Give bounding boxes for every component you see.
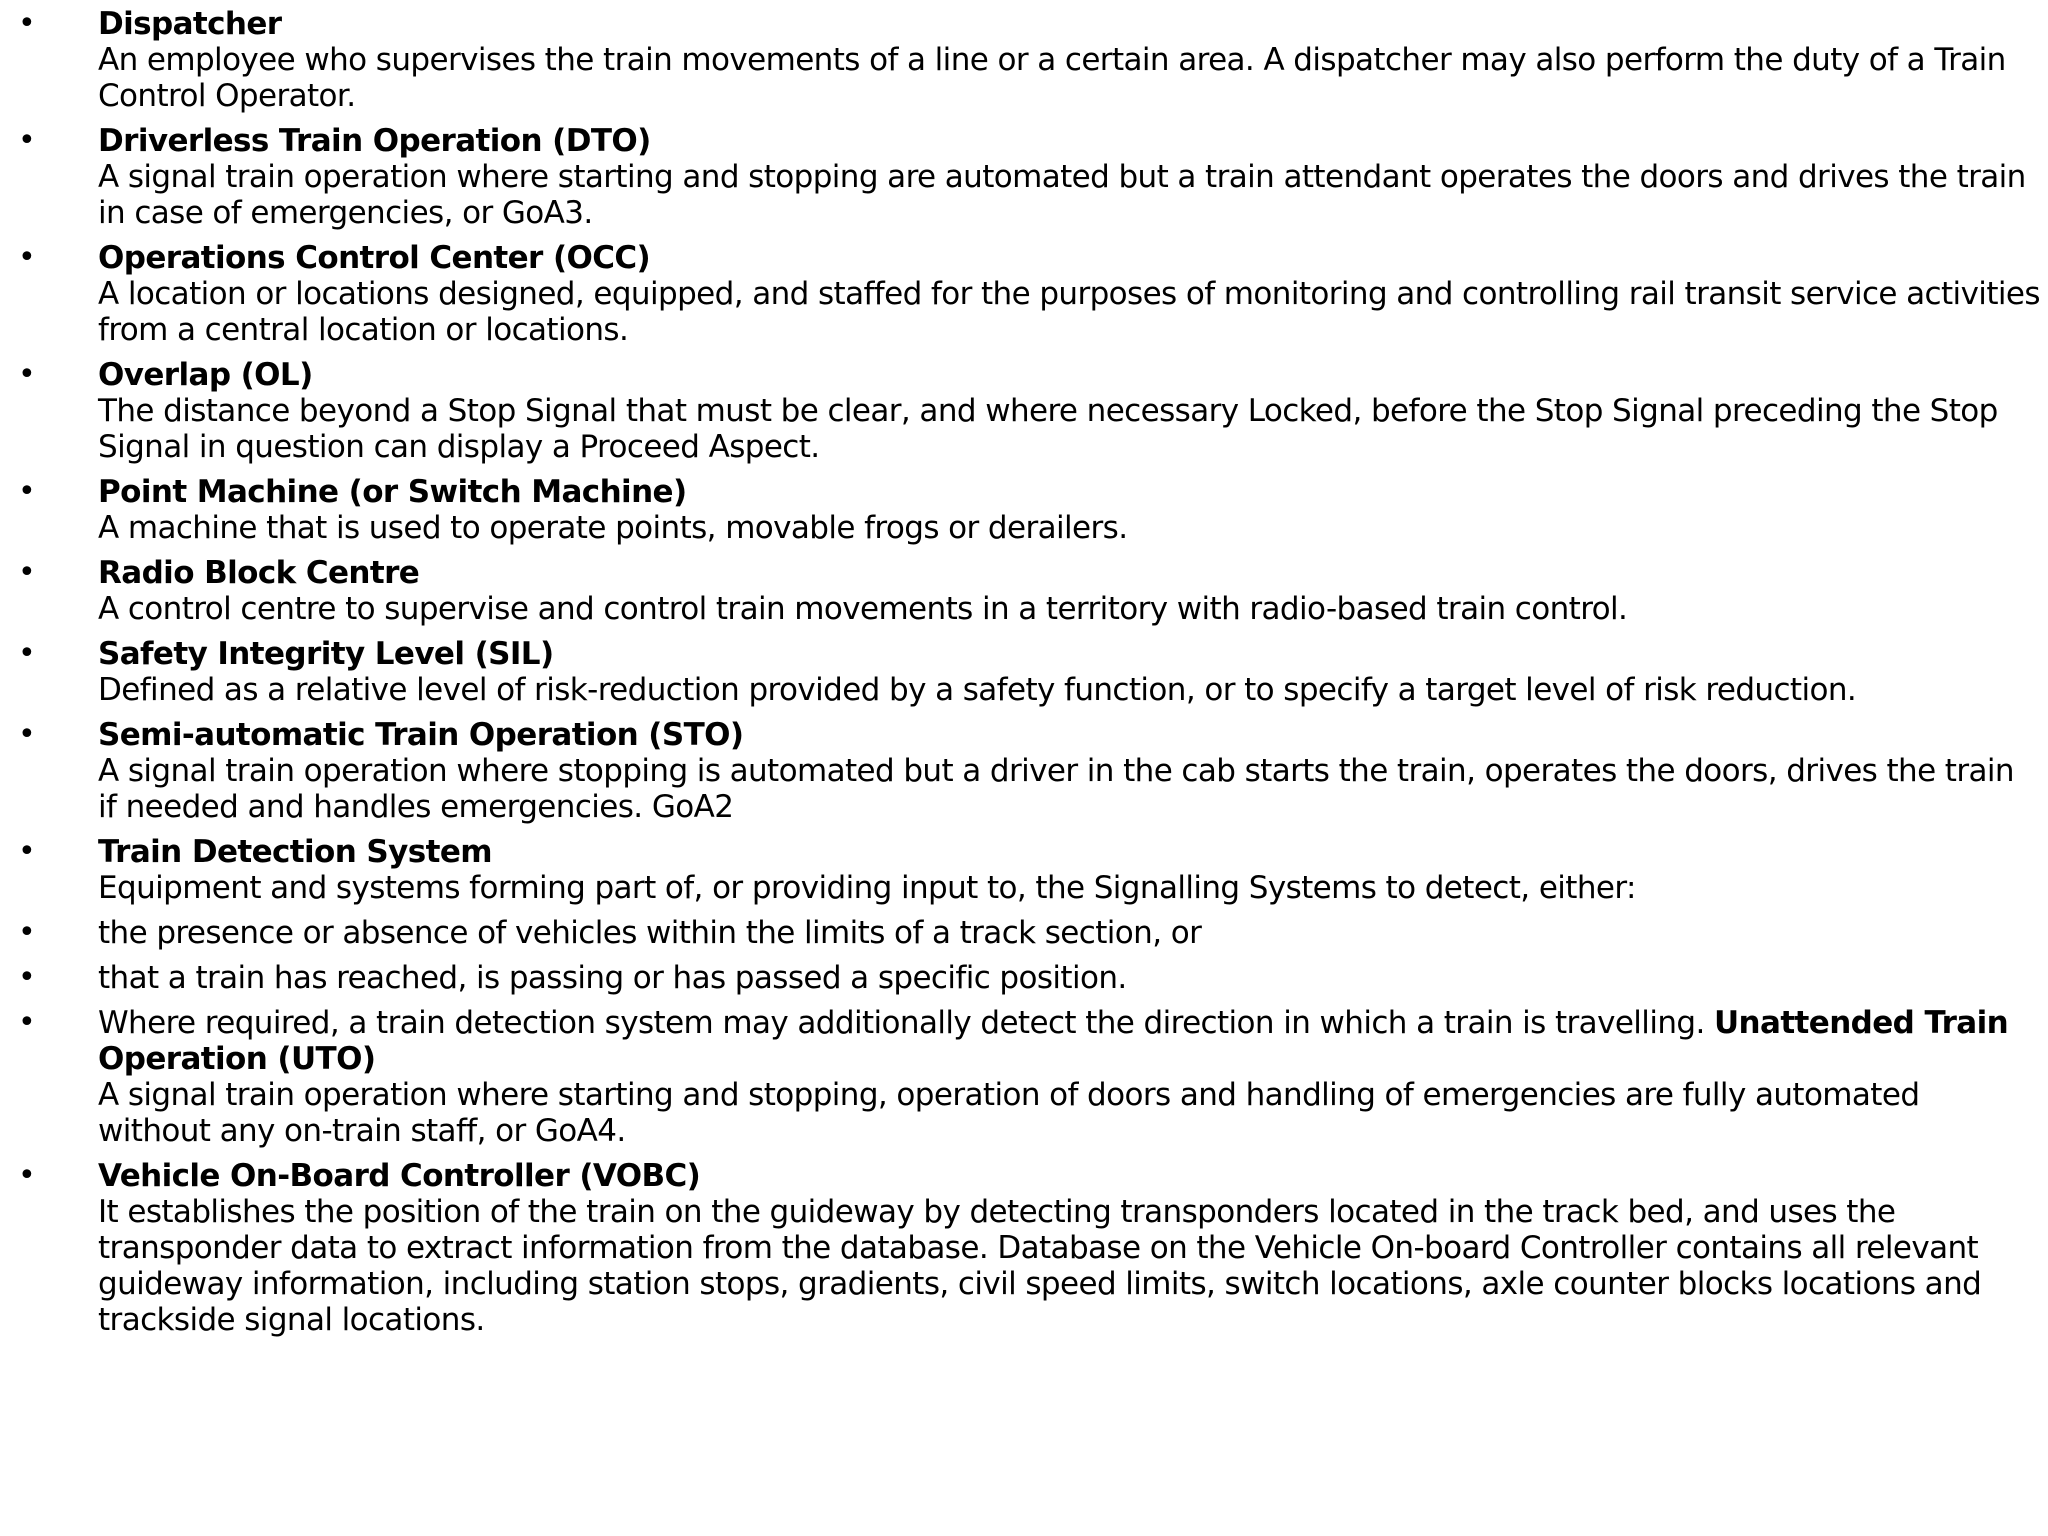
glossary-definition: A signal train operation where starting and stopping, operation of doors and handling of emergencies are fully automated without any on-train staff, or GoA4. [98, 1077, 1920, 1149]
glossary-term: Train Detection System [98, 834, 492, 870]
bullet-icon: • [18, 915, 36, 950]
glossary-sub-item [0, 915, 2048, 951]
glossary-term: Driverless Train Operation (DTO) [98, 123, 651, 159]
bullet-icon: • [18, 1005, 36, 1040]
glossary-entry-sil [0, 636, 2048, 708]
glossary-term: Overlap (OL) [98, 357, 313, 393]
glossary-list [0, 6, 2048, 1347]
glossary-definition: A machine that is used to operate points, movable frogs or derailers. [98, 510, 1128, 546]
bullet-icon: • [18, 357, 36, 392]
sub-item-text: that a train has reached, is passing or has passed a specific position. [98, 960, 1127, 996]
bullet-icon: • [18, 474, 36, 509]
glossary-term: Point Machine (or Switch Machine) [98, 474, 687, 510]
glossary-entry-occ [0, 240, 2048, 348]
glossary-entry-radio-block-centre [0, 555, 2048, 627]
bullet-icon: • [18, 717, 36, 752]
bullet-icon: • [18, 6, 36, 41]
bullet-icon: • [18, 240, 36, 275]
bullet-icon: • [18, 834, 36, 869]
bullet-icon: • [18, 1158, 36, 1193]
glossary-definition: A signal train operation where starting and stopping are automated but a train attendant operates the doors and drives the train in case of emergencies, or GoA3. [98, 159, 2026, 231]
bullet-icon: • [18, 636, 36, 671]
glossary-term: Vehicle On-Board Controller (VOBC) [98, 1158, 701, 1194]
glossary-term: Semi-automatic Train Operation (STO) [98, 717, 744, 753]
glossary-entry-dispatcher [0, 6, 2048, 114]
glossary-definition: An employee who supervises the train movements of a line or a certain area. A dispatcher may also perform the duty of a Train Control Operator. [98, 42, 2006, 114]
glossary-sub-item [0, 960, 2048, 996]
glossary-entry-point-machine [0, 474, 2048, 546]
glossary-entry-train-detection-system [0, 834, 2048, 906]
glossary-entry-uto [0, 1005, 2048, 1149]
glossary-definition: Defined as a relative level of risk-reduction provided by a safety function, or to specify a target level of risk reduction. [98, 672, 1857, 708]
glossary-term: Safety Integrity Level (SIL) [98, 636, 554, 672]
bullet-icon: • [18, 960, 36, 995]
glossary-term: Operations Control Center (OCC) [98, 240, 651, 276]
glossary-term: Radio Block Centre [98, 555, 420, 591]
sub-item-text: the presence or absence of vehicles within the limits of a track section, or [98, 915, 1202, 951]
uto-lead-text: Where required, a train detection system may additionally detect the direction in which a train is travelling. [98, 1005, 1714, 1041]
glossary-term: Dispatcher [98, 6, 282, 42]
bullet-icon: • [18, 123, 36, 158]
glossary-definition: A control centre to supervise and control train movements in a territory with radio-based train control. [98, 591, 1628, 627]
glossary-definition: It establishes the position of the train on the guideway by detecting transponders located in the track bed, and uses the transponder data to extract information from the database. Database on the Vehicle On-board Controller contains all relevant guideway information, including station stops, gradients, civil speed limits, switch locations, axle counter blocks locations and trackside signal locations. [98, 1194, 1982, 1338]
glossary-entry-vobc [0, 1158, 2048, 1338]
glossary-entry-overlap [0, 357, 2048, 465]
bullet-icon: • [18, 555, 36, 590]
glossary-term: Unattended Train Operation (UTO) [98, 1005, 2009, 1077]
glossary-entry-dto [0, 123, 2048, 231]
glossary-definition: A location or locations designed, equipped, and staffed for the purposes of monitoring and controlling rail transit service activities from a central location or locations. [98, 276, 2040, 348]
glossary-definition: Equipment and systems forming part of, or providing input to, the Signalling Systems to detect, either: [98, 870, 1636, 906]
glossary-definition: The distance beyond a Stop Signal that must be clear, and where necessary Locked, before the Stop Signal preceding the Stop Signal in question can display a Proceed Aspect. [98, 393, 1998, 465]
glossary-definition: A signal train operation where stopping is automated but a driver in the cab starts the train, operates the doors, drives the train if needed and handles emergencies. GoA2 [98, 753, 2014, 825]
glossary-entry-sto [0, 717, 2048, 825]
